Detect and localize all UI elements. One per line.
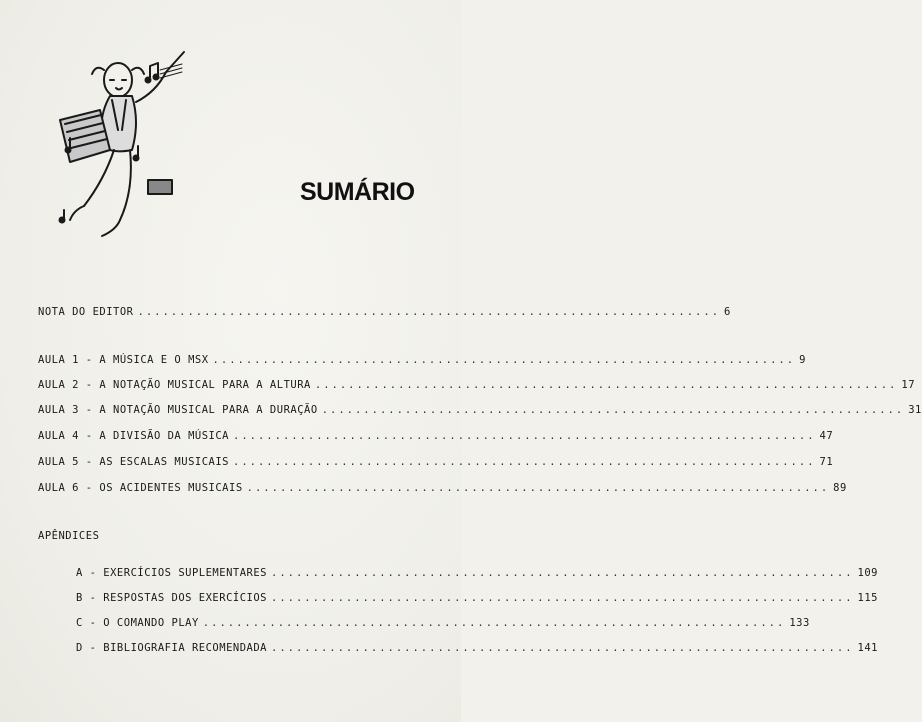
toc-entry-aula-4 xyxy=(38,428,834,444)
toc-entry-aula-1 xyxy=(38,352,806,368)
toc-leader-dots: ...................................................................... xyxy=(271,567,854,579)
toc-appendix-d xyxy=(76,640,878,656)
toc-entry-page: 133 xyxy=(789,617,810,629)
toc-entry-page: 71 xyxy=(819,456,834,468)
toc-leader-dots: ...................................................................... xyxy=(233,430,816,442)
toc-entry-label: AULA 2 - A NOTAÇÃO MUSICAL PARA A ALTURA xyxy=(38,379,311,391)
toc-leader-dots: ...................................................................... xyxy=(212,354,796,366)
toc-entry-page: 6 xyxy=(724,306,731,318)
toc-entry-page: 31 xyxy=(908,404,922,416)
toc-entry-label: NOTA DO EDITOR xyxy=(38,306,134,318)
toc-leader-dots: ...................................................................... xyxy=(271,642,854,654)
toc-entry-label: AULA 6 - OS ACIDENTES MUSICAIS xyxy=(38,482,243,494)
toc-appendix-a xyxy=(76,565,878,581)
toc-entry-label: AULA 4 - A DIVISÃO DA MÚSICA xyxy=(38,430,230,442)
toc-leader-dots: ...................................................................... xyxy=(314,379,898,391)
toc-entry-label: AULA 3 - A NOTAÇÃO MUSICAL PARA A DURAÇÃO xyxy=(38,404,318,416)
toc-entry-label: A - EXERCÍCIOS SUPLEMENTARES xyxy=(76,567,268,579)
toc-entry-page: 17 xyxy=(901,379,916,391)
toc-entry-aula-6 xyxy=(38,480,847,496)
toc-entry-label: C - O COMANDO PLAY xyxy=(76,617,199,629)
toc-leader-dots: ...................................................................... xyxy=(271,592,854,604)
toc-leader-dots: ...................................................................... xyxy=(202,617,786,629)
toc-entry-page: 9 xyxy=(799,354,806,366)
toc-entry-label: B - RESPOSTAS DOS EXERCÍCIOS xyxy=(76,592,268,604)
toc-leader-dots: ...................................................................... xyxy=(321,404,905,416)
toc-appendix-c xyxy=(76,615,810,631)
toc-appendix-b xyxy=(76,590,878,606)
conductor-illustration-icon xyxy=(40,40,190,270)
toc-entry-label: AULA 5 - AS ESCALAS MUSICAIS xyxy=(38,456,230,468)
toc-entry-nota-do-editor xyxy=(38,304,731,320)
toc-entry-label: AULA 1 - A MÚSICA E O MSX xyxy=(38,354,209,366)
appendices-heading: APÊNDICES xyxy=(38,530,100,542)
toc-entry-page: 141 xyxy=(857,642,878,654)
toc-entry-label: D - BIBLIOGRAFIA RECOMENDADA xyxy=(76,642,268,654)
toc-entry-page: 89 xyxy=(833,482,847,494)
page-title: SUMÁRIO xyxy=(300,178,415,206)
toc-entry-aula-2 xyxy=(38,377,916,393)
toc-entry-page: 115 xyxy=(857,592,878,604)
toc-entry-aula-5 xyxy=(38,454,834,470)
toc-entry-page: 47 xyxy=(819,430,834,442)
toc-leader-dots: ...................................................................... xyxy=(137,306,721,318)
toc-leader-dots: ...................................................................... xyxy=(246,482,830,494)
toc-entry-aula-3 xyxy=(38,402,922,418)
toc-leader-dots: ...................................................................... xyxy=(233,456,816,468)
toc-entry-page: 109 xyxy=(857,567,878,579)
